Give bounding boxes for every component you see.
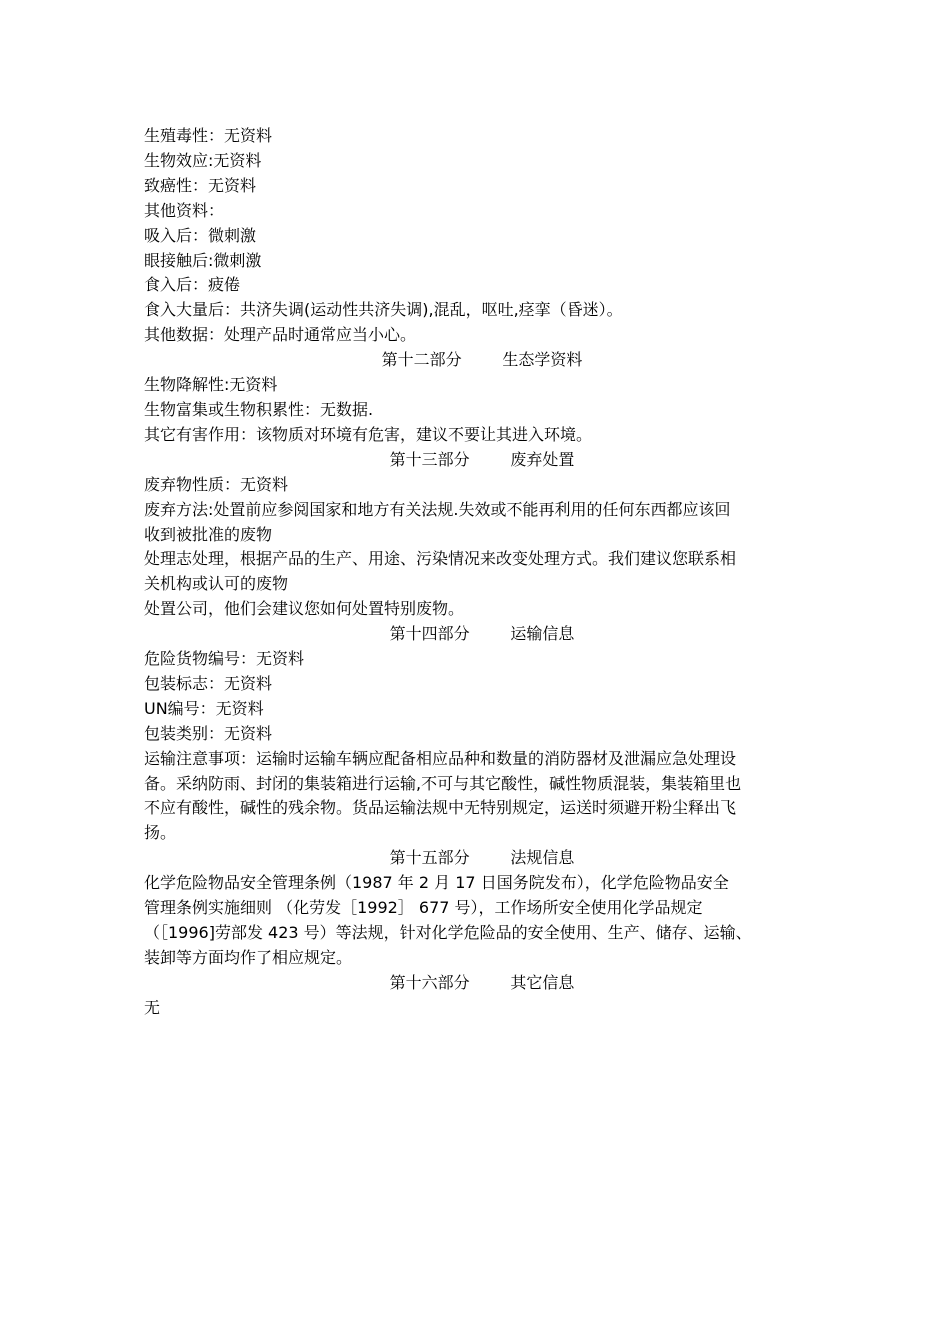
- bioaccumulation: 生物富集或生物积累性：无数据.: [144, 399, 374, 419]
- after-inhalation: 吸入后：微刺激: [144, 225, 257, 245]
- disposal-method-line-3: 处理志处理，根据产品的生产、用途、污染情况来改变处理方式。我们建议您联系相: [144, 549, 737, 569]
- after-eye-contact: 眼接触后:微刺激: [144, 250, 262, 270]
- other-info-label: 其他资料：: [144, 200, 225, 220]
- disposal-method-line-5: 处置公司，他们会建议您如何处置特别废物。: [144, 599, 465, 619]
- carcinogenicity: 致癌性：无资料: [144, 175, 257, 195]
- disposal-method-line-2: 收到被批准的废物: [144, 524, 273, 544]
- regulation-line-3: （［1996]劳部发 423 号）等法规，针对化学危险品的安全使用、生产、储存、运输、: [144, 923, 752, 942]
- dangerous-goods-number: 危险货物编号：无资料: [144, 649, 305, 669]
- section-16-heading: 第十六部分 其它信息: [389, 972, 575, 992]
- transport-notes-line-4: 扬。: [144, 823, 177, 843]
- disposal-method-line-4: 关机构或认可的废物: [144, 574, 289, 594]
- waste-nature: 废弃物性质：无资料: [144, 474, 289, 494]
- section-14-heading: 第十四部分 运输信息: [389, 624, 575, 644]
- un-number: UN编号：无资料: [144, 698, 264, 718]
- transport-notes-line-2: 备。采纳防雨、封闭的集装箱进行运输,不可与其它酸性，碱性物质混装，集装箱里也: [144, 773, 742, 793]
- regulation-line-1: 化学危险物品安全管理条例（1987 年 2 月 17 日国务院发布），化学危险物品安全: [144, 873, 729, 893]
- packaging-class: 包装类别：无资料: [144, 723, 273, 743]
- transport-notes-line-3: 不应有酸性，碱性的残余物。货品运输法规中无特别规定，运送时须避开粉尘释出飞: [144, 798, 737, 818]
- biological-effect: 生物效应:无资料: [144, 150, 262, 170]
- transport-notes-line-1: 运输注意事项：运输时运输车辆应配备相应品种和数量的消防器材及泄漏应急处理设: [144, 748, 737, 768]
- other-harmful-effects: 其它有害作用：该物质对环境有危害，建议不要让其进入环境。: [144, 424, 593, 444]
- reproductive-toxicity: 生殖毒性：无资料: [144, 126, 273, 145]
- section-15-heading: 第十五部分 法规信息: [389, 848, 575, 868]
- biodegradability: 生物降解性:无资料: [144, 375, 278, 395]
- other-information-content: 无: [144, 997, 161, 1017]
- packaging-mark: 包装标志：无资料: [144, 673, 273, 693]
- after-large-ingestion: 食入大量后：共济失调(运动性共济失调),混乱，呕吐,痉挛（昏迷）。: [144, 300, 623, 320]
- other-data: 其他数据：处理产品时通常应当小心。: [144, 325, 417, 345]
- section-12-heading: 第十二部分 生态学资料: [381, 350, 583, 370]
- document-page: [144, 124, 820, 1021]
- regulation-line-2: 管理条例实施细则 （化劳发［1992］ 677 号），工作场所安全使用化学品规定: [144, 898, 703, 918]
- section-13-heading: 第十三部分 废弃处置: [389, 449, 575, 469]
- after-ingestion: 食入后：疲倦: [144, 275, 241, 295]
- regulation-line-4: 装卸等方面均作了相应规定。: [144, 947, 353, 967]
- disposal-method-line-1: 废弃方法:处置前应参阅国家和地方有关法规.失效或不能再利用的任何东西都应该回: [144, 499, 731, 519]
